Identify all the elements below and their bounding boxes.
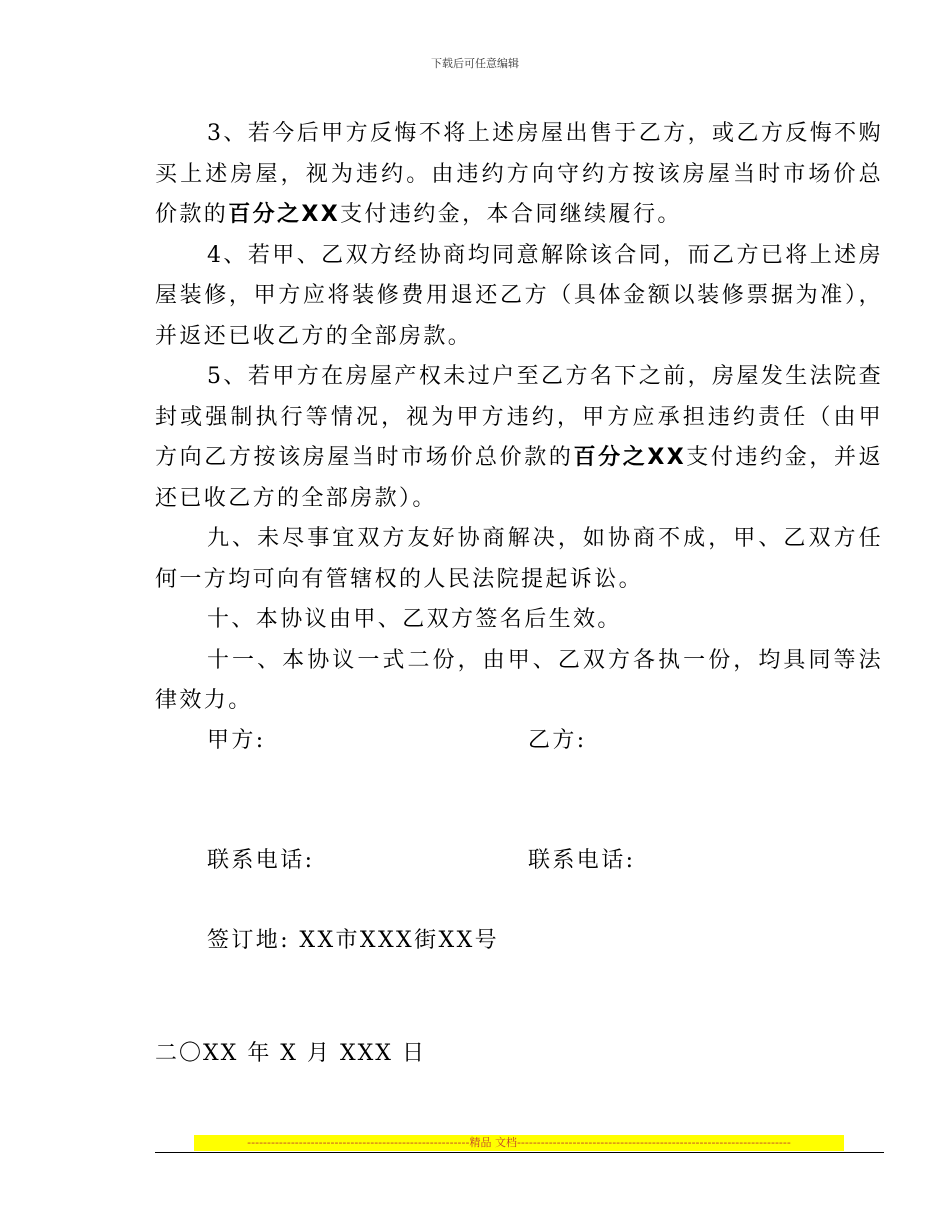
party-a-phone-label: 联系电话: [207, 848, 315, 873]
article-11: 十一、本协议一式二份，由甲、乙双方各执一份，均具同等法律效力。 [155, 647, 883, 713]
clause-5-penalty-rate: 百分之XX [573, 445, 687, 470]
clause-3 [155, 114, 883, 236]
clause-3-text-end: 支付违约金，本合同继续履行。 [340, 202, 682, 227]
clause-4: 4、若甲、乙双方经协商均同意解除该合同，而乙方已将上述房屋装修，甲方应将装修费用退还乙方（具体金额以装修票据为准），并返还已收乙方的全部房款。 [155, 242, 883, 349]
clause-5 [155, 357, 883, 519]
clause-3-penalty-rate: 百分之XX [228, 202, 341, 227]
article-10: 十、本协议由甲、乙双方签名后生效。 [207, 607, 622, 632]
document-body [155, 114, 883, 722]
party-b-label: 乙方: [528, 728, 587, 753]
footer-rule [155, 1152, 884, 1153]
article-9: 九、未尽事宜双方友好协商解决，如协商不成，甲、乙双方任何一方均可向有管辖权的人民法院提起诉讼。 [155, 526, 883, 592]
clause-3-text: 3、若今后甲方反悔不将上述房屋出售于乙方，或乙方反悔不购买上述房屋，视为违约。由违约方向守约方按该房屋当时市场价总价款的 [155, 121, 883, 227]
page-header: 下载后可任意编辑 [431, 57, 519, 70]
signing-date: 二〇XX 年 X 月 XXX 日 [155, 1041, 426, 1066]
footer-banner: --------------------------------------------------------精品 文档--------------------------------------------------------------------- [194, 1135, 844, 1151]
clause-5-text: 5、若甲方在房屋产权未过户至乙方名下之前，房屋发生法院查封或强制执行等情况，视为甲方违约，甲方应承担违约责任（由甲方向乙方按该房屋当时市场价总价款的 [155, 364, 883, 470]
party-b-phone-label: 联系电话: [528, 848, 636, 873]
clause-5-text-end: 支付违约金，并返还已收乙方的全部房款）。 [155, 445, 883, 511]
party-a-label: 甲方: [207, 728, 266, 753]
signing-location: 签订地: XX市XXX街XX号 [207, 928, 500, 953]
